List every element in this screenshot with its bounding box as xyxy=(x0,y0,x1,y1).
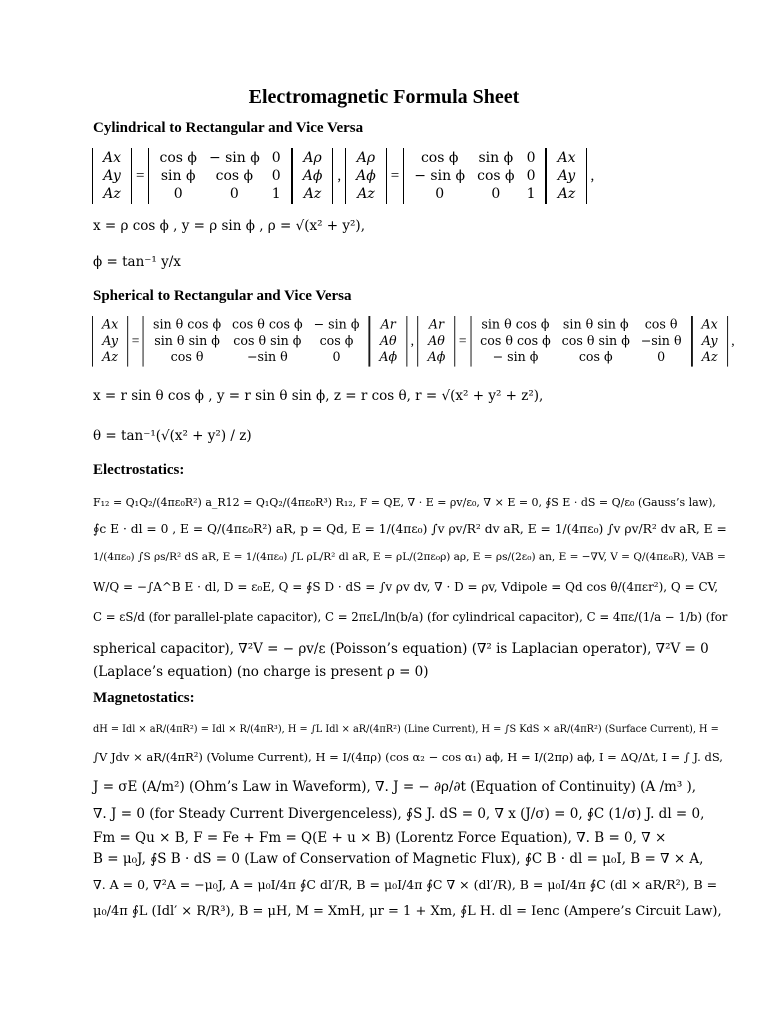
magnetostatics-line-4: ∇. J = 0 (for Steady Current Divergenceless), ∮S J. dS = 0, ∇ x (J/σ) = 0, ∮C (1/σ) J. dl = 0, xyxy=(93,806,705,822)
electrostatics-line-3: 1/(4πε₀) ∫S ρs/R² dS aR, E = 1/(4πε₀) ∫L ρL/R² dl aR, E = ρL/(2πε₀ρ) aρ, E = ρs/(2ε₀) an, E = −∇V, V = Q/(4πε₀R), VAB = xyxy=(93,551,726,563)
electrostatics-line-6: spherical capacitor), ∇²V = − ρv/ε (Poisson’s equation) (∇² is Laplacian operator), ∇²V = 0 xyxy=(93,641,709,657)
electrostatics-line-1: F₁₂ = Q₁Q₂/(4πε₀R²) a_R12 = Q₁Q₂/(4πε₀R³) R₁₂, F = QE, ∇ · E = ρv/ε₀, ∇ × E = 0, ∮S E · dS = Q/ε₀ (Gauss’s law), xyxy=(93,496,716,509)
heading-cylindrical: Cylindrical to Rectangular and Vice Versa xyxy=(93,120,364,136)
sph-matrix-1: sin θ cos ϕ cos θ cos ϕ − sin ϕ sin θ sin ϕ cos θ sin ϕ cos ϕ cos θ −sin θ 0 xyxy=(143,316,369,367)
magnetostatics-line-2: ∫V Jdv × aR/(4πR²) (Volume Current), H = I/(4πρ) (cos α₂ − cos α₁) aϕ, H = I/(2πρ) aϕ, I = ΔQ/Δt, I = ∫ J. dS, xyxy=(93,750,723,764)
sph-matrix-2: sin θ cos ϕ sin θ sin ϕ cos θ cos θ cos ϕ cos θ sin ϕ −sin θ − sin ϕ cos ϕ 0 xyxy=(470,316,691,367)
electrostatics-line-5: C = εS/d (for parallel-plate capacitor), C = 2πεL/ln(b/a) (for cylindrical capacitor), C = 4πε/(1/a − 1/b) (for xyxy=(93,610,728,624)
sph-lhs1-vector: Ax Ay Az xyxy=(92,316,128,367)
magnetostatics-line-6: B = μ₀J, ∮S B · dS = 0 (Law of Conservation of Magnetic Flux), ∮C B · dl = μ₀I, B = ∇ × A, xyxy=(93,851,704,867)
sph-lhs2-vector: Ar Aθ Aϕ xyxy=(418,316,456,367)
page-title: Electromagnetic Formula Sheet xyxy=(248,86,520,108)
spherical-line-2: θ = tan⁻¹(√(x² + y²) / z) xyxy=(93,428,252,444)
cylindrical-line-2: ϕ = tan⁻¹ y/x xyxy=(93,254,181,270)
cyl-lhs2-vector: Aρ Aϕ Az xyxy=(345,148,387,204)
cyl-matrix-2: cos ϕ sin ϕ 0 − sin ϕ cos ϕ 0 0 0 1 xyxy=(403,148,546,204)
cylindrical-matrix-equations: Ax Ay Az = cos ϕ − sin ϕ 0 sin ϕ cos ϕ 0 0 0 1 Aρ Aϕ Az , Aρ Aϕ Az = cos ϕ sin ϕ 0 − sin ϕ cos ϕ 0 0 0 1 Ax Ay Az , xyxy=(92,148,598,204)
magnetostatics-line-8: μ₀/4π ∮L (Idl′ × R/R³), B = μH, M = XmH, μr = 1 + Xm, ∮L H. dl = Ienc (Ampere’s Circuit Law), xyxy=(93,904,722,919)
cyl-rhs1-vector: Aρ Aϕ Az xyxy=(292,148,334,204)
magnetostatics-line-5: Fm = Qu × B, F = Fe + Fm = Q(E + u × B) (Lorentz Force Equation), ∇. B = 0, ∇ × xyxy=(93,830,667,846)
sph-rhs1-vector: Ar Aθ Aϕ xyxy=(369,316,407,367)
cyl-matrix-1: cos ϕ − sin ϕ 0 sin ϕ cos ϕ 0 0 0 1 xyxy=(148,148,291,204)
cyl-lhs1-vector: Ax Ay Az xyxy=(92,148,132,204)
heading-spherical: Spherical to Rectangular and Vice Versa xyxy=(93,288,352,304)
electrostatics-line-4: W/Q = −∫A^B E · dl, D = ε₀E, Q = ∮S D · dS = ∫v ρv dv, ∇ · D = ρv, Vdipole = Qd cos θ/(4πεr²), Q = CV, xyxy=(93,580,719,594)
heading-electrostatics: Electrostatics: xyxy=(93,462,185,478)
magnetostatics-line-1: dH = Idl × aR/(4πR²) = Idl × R/(4πR³), H = ∫L Idl × aR/(4πR²) (Line Current), H = ∫S KdS × aR/(4πR²) (Surface Current), H = xyxy=(93,724,719,735)
heading-magnetostatics: Magnetostatics: xyxy=(93,690,195,706)
electrostatics-line-2: ∮c E · dl = 0 , E = Q/(4πε₀R²) aR, p = Qd, E = 1/(4πε₀) ∫v ρv/R² dv aR, E = 1/(4πε₀) ∫v ρv/R² dv aR, E = xyxy=(93,522,727,536)
electrostatics-line-7: (Laplace’s equation) (no charge is present ρ = 0) xyxy=(93,664,429,680)
magnetostatics-line-3: J = σE (A/m²) (Ohm’s Law in Waveform), ∇. J = − ∂ρ/∂t (Equation of Continuity) (A /m³ ), xyxy=(93,779,697,795)
cyl-rhs2-vector: Ax Ay Az xyxy=(546,148,586,204)
magnetostatics-line-7: ∇. A = 0, ∇²A = −μ₀J, A = μ₀I/4π ∮C dl′/R, B = μ₀I/4π ∮C ∇ × (dl′/R), B = μ₀I/4π ∮C (dl × aR/R²), B = xyxy=(93,877,718,892)
cylindrical-line-1: x = ρ cos ϕ , y = ρ sin ϕ , ρ = √(x² + y²), xyxy=(93,218,365,234)
sph-rhs2-vector: Ax Ay Az xyxy=(692,316,728,367)
spherical-line-1: x = r sin θ cos ϕ , y = r sin θ sin ϕ, z = r cos θ, r = √(x² + y² + z²), xyxy=(93,388,544,404)
spherical-matrix-equations: Ax Ay Az = sin θ cos ϕ cos θ cos ϕ − sin ϕ sin θ sin ϕ cos θ sin ϕ cos ϕ cos θ −sin θ 0 Ar Aθ Aϕ , Ar Aθ Aϕ = sin θ cos ϕ sin θ sin ϕ cos θ cos θ cos ϕ cos θ sin ϕ −sin θ − sin ϕ cos ϕ 0 Ax Ay Az , xyxy=(92,316,738,367)
